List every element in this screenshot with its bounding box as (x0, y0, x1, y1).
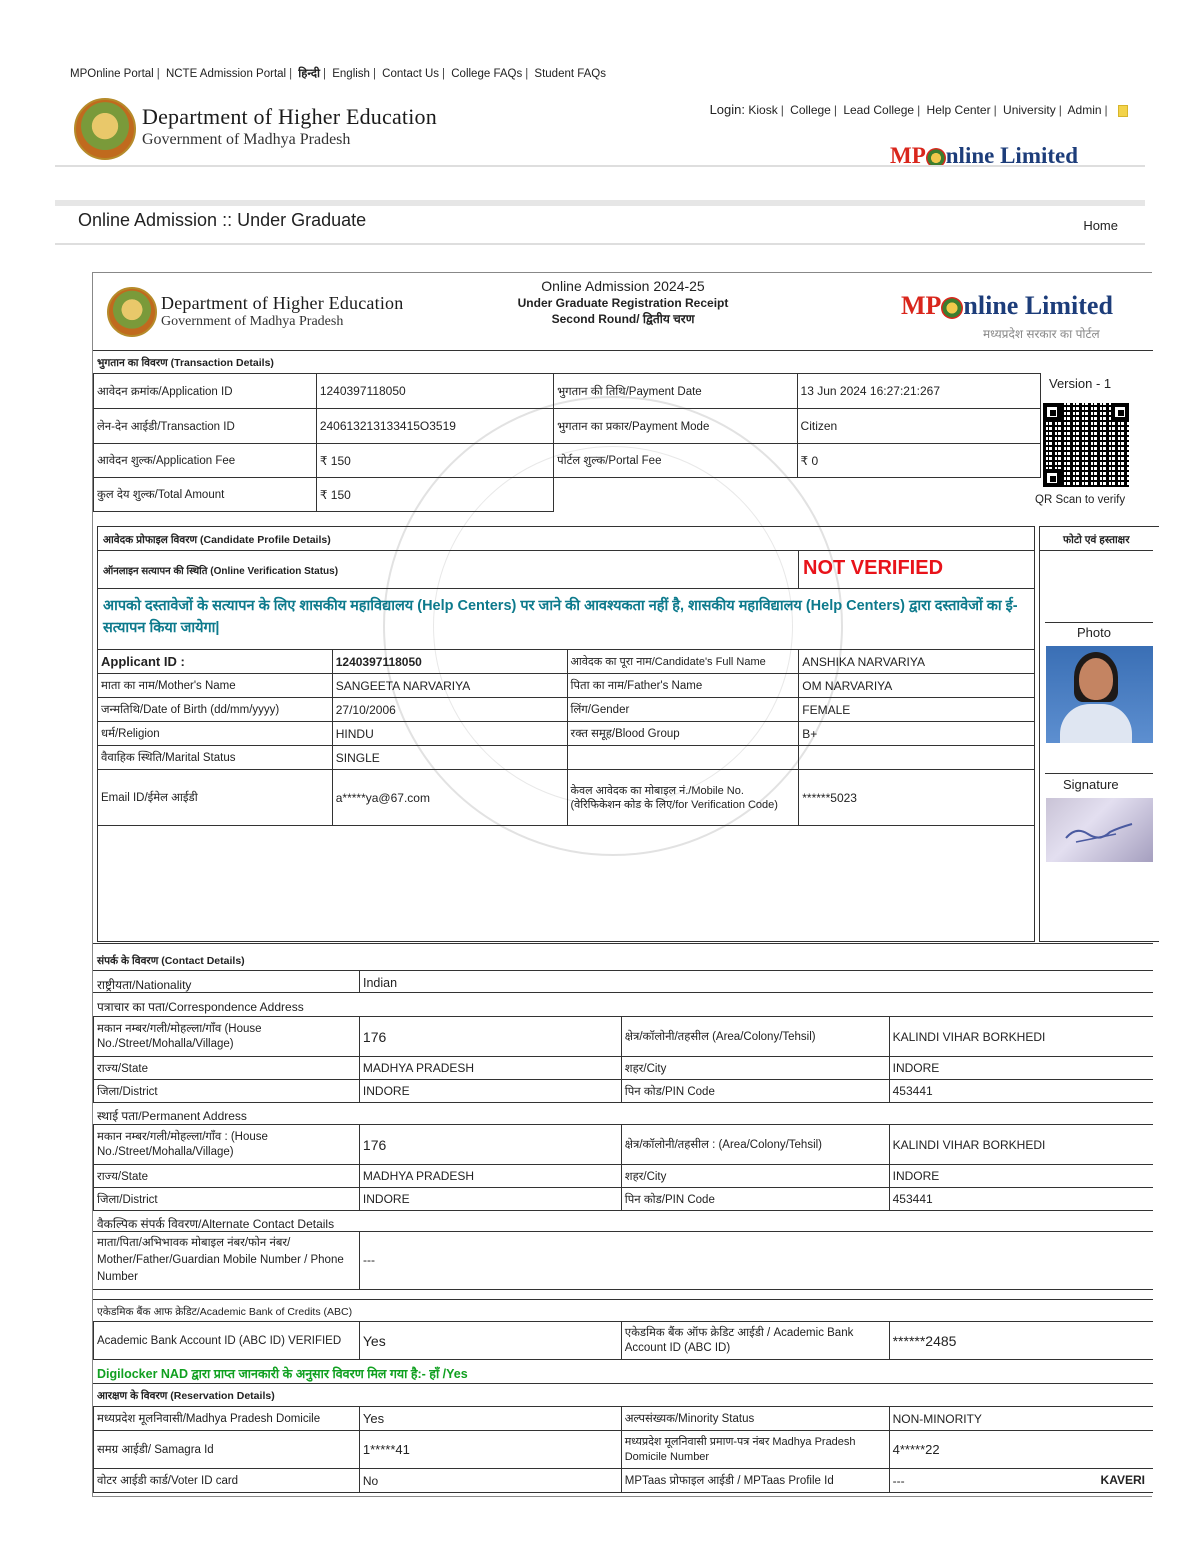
mponline-logo: MP nline Limited (890, 143, 1078, 165)
login-label: Login: (709, 102, 745, 117)
receipt-subtitle: Under Graduate Registration Receipt (517, 296, 729, 310)
table-row (94, 1017, 1154, 1057)
alternate-header: वैकल्पिक संपर्क विवरण/Alternate Contact Details (97, 1217, 335, 1231)
signature-label: Signature (1063, 777, 1119, 792)
table-row (94, 1469, 1154, 1493)
table-row (94, 1057, 1154, 1080)
cell-mptaas-value: --- (892, 1473, 905, 1488)
transaction-table (93, 373, 1041, 512)
receipt-round: Second Round/ द्वितीय चरण (551, 312, 695, 326)
qr-caption: QR Scan to verify (1035, 494, 1126, 506)
table-row (98, 746, 1035, 770)
table-row (98, 650, 1035, 674)
home-link[interactable]: Home (1083, 218, 1118, 233)
cell-corr-area-label: क्षेत्र/कॉलोनी/तहसील (Area/Colony/Tehsil) (621, 1017, 889, 1057)
photo-signature-header: फोटो एवं हस्ताक्षर (1063, 534, 1130, 546)
cell-payment-mode: Citizen (797, 409, 1040, 444)
cell-mptaas (889, 1469, 1153, 1493)
mponline-gear-icon (926, 148, 946, 165)
nationality-value: Indian (363, 976, 398, 990)
cell-applicant-id-label: Applicant ID : (98, 650, 333, 674)
link-contact-us[interactable]: Contact Us (382, 68, 440, 80)
cell-perm-city-label: शहर/City (621, 1165, 889, 1188)
transaction-header: भुगतान का विवरण (Transaction Details) (97, 357, 274, 369)
profile-header: आवेदक प्रोफाइल विवरण (Candidate Profile Details) (103, 534, 331, 546)
abc-header: एकेडमिक बैंक आफ क्रेडिट/Academic Bank of Credits (ABC) (97, 1306, 353, 1318)
cell-abc-id: ******2485 (889, 1322, 1153, 1360)
permanent-header: स्थाई पता/Permanent Address (97, 1109, 247, 1123)
cell-transaction-id: 240613213133415O3519 (316, 409, 553, 444)
reservation-header: आरक्षण के विवरण (Reservation Details) (97, 1390, 275, 1402)
cell-corr-area: KALINDI VIHAR BORKHEDI (889, 1017, 1153, 1057)
link-student-faqs[interactable]: Student FAQs (534, 68, 607, 80)
cell-minority-label: अल्पसंख्यक/Minority Status (621, 1407, 889, 1431)
cell-mptaas-label: MPTaas प्रोफाइल आईडी / MPTaas Profile Id (621, 1469, 889, 1493)
cell-corr-city: INDORE (889, 1057, 1153, 1080)
permanent-table (93, 1124, 1153, 1211)
cell-mother-name: SANGEETA NARVARIYA (332, 674, 567, 698)
table-row (98, 722, 1035, 746)
cell-perm-city: INDORE (889, 1165, 1153, 1188)
cell-application-id-label: आवेदन क्रमांक/Application ID (94, 374, 317, 409)
cell-mother-name-label: माता का नाम/Mother's Name (98, 674, 333, 698)
cell-perm-pin-label: पिन कोड/PIN Code (621, 1188, 889, 1211)
photo-shirt (1060, 704, 1132, 743)
department-name: Department of Higher Education (142, 104, 437, 129)
table-row (94, 1322, 1154, 1360)
cell-corr-district-label: जिला/District (94, 1080, 360, 1103)
photo-face (1079, 658, 1113, 700)
cell-blood-group-label: रक्त समूह/Blood Group (567, 722, 799, 746)
cell-gender: FEMALE (799, 698, 1035, 722)
abc-table (93, 1321, 1153, 1360)
cell-mobile-label: केवल आवेदक का मोबाइल नं./Mobile No. (वेरिफिकेशन कोड के लिए/for Verification Code) (567, 770, 799, 826)
table-row (94, 1165, 1154, 1188)
verification-note: आपको दस्तावेजों के सत्यापन के लिए शासकीय महाविद्यालय (Help Centers) पर जाने की आवश्यकता नहीं है, शासकीय महाविद्यालय (Help Centers) द्वारा दस्तावेजों का ई-सत्यापन किया जायेगा| (103, 598, 1018, 636)
government-name: Government of Madhya Pradesh (142, 131, 351, 148)
cell-corr-house-label: मकान नम्बर/गली/मोहल्ला/गाँव (House No./Street/Mohalla/Village) (94, 1017, 360, 1057)
department-title (142, 104, 437, 150)
cell-gender-label: लिंग/Gender (567, 698, 799, 722)
cell-perm-house: 176 (359, 1125, 621, 1165)
brand-tagline: मध्यप्रदेश सरकार का पोर्टल (983, 327, 1100, 341)
language-toggle-icon[interactable] (1118, 105, 1128, 117)
cell-perm-district-label: जिला/District (94, 1188, 360, 1211)
cell-corr-city-label: शहर/City (621, 1057, 889, 1080)
cell-mobile: ******5023 (799, 770, 1035, 826)
nationality-label: राष्ट्रीयता/Nationality (97, 978, 192, 992)
cell-domicile-label: मध्यप्रदेश मूलनिवासी/Madhya Pradesh Domicile (94, 1407, 360, 1431)
cell-total-amount-label: कुल देय शुल्क/Total Amount (94, 478, 317, 512)
correspondence-table (93, 1016, 1153, 1103)
receipt-title: Online Admission 2024-25 (541, 278, 705, 294)
contact-header: संपर्क के विवरण (Contact Details) (97, 955, 245, 967)
verification-status-badge: NOT VERIFIED (803, 557, 944, 579)
cell-dob-label: जन्मतिथि/Date of Birth (dd/mm/yyyy) (98, 698, 333, 722)
table-row (94, 478, 1041, 512)
candidate-signature (1046, 798, 1153, 862)
alternate-contact-label: माता/पिता/अभिभावक मोबाइल नंबर/फोन नंबर/ Mother/Father/Guardian Mobile Number / Phone Number (97, 1237, 344, 1283)
profile-table (97, 649, 1035, 826)
cell-payment-date: 13 Jun 2024 16:27:21:267 (797, 374, 1040, 409)
table-row (94, 374, 1041, 409)
table-row (94, 444, 1041, 478)
cell-perm-district: INDORE (359, 1188, 621, 1211)
login-university[interactable]: University (1003, 103, 1056, 117)
verification-status-label: ऑनलाइन सत्यापन की स्थिति (Online Verification Status) (103, 566, 339, 577)
version-label: Version - 1 (1049, 376, 1112, 391)
section-top-divider (55, 200, 1145, 206)
cell-samagra-label: समग्र आईडी/ Samagra Id (94, 1431, 360, 1469)
cell-application-fee-label: आवेदन शुल्क/Application Fee (94, 444, 317, 478)
cell-corr-district: INDORE (359, 1080, 621, 1103)
cell-minority: NON-MINORITY (889, 1407, 1153, 1431)
cell-perm-area-label: क्षेत्र/कॉलोनी/तहसील : (Area/Colony/Tehsil) (621, 1125, 889, 1165)
cell-abc-verified-label: Academic Bank Account ID (ABC ID) VERIFIED (94, 1322, 360, 1360)
photo-label: Photo (1077, 625, 1111, 640)
cell-marital-status-label: वैवाहिक स्थिति/Marital Status (98, 746, 333, 770)
login-admin[interactable]: Admin (1067, 103, 1102, 117)
correspondence-header: पत्राचार का पता/Correspondence Address (97, 1000, 304, 1014)
verification-row-border (97, 588, 1035, 589)
cell-portal-fee-label: पोर्टल शुल्क/Portal Fee (554, 444, 797, 478)
qr-code-icon[interactable] (1043, 403, 1129, 487)
cell-voter-id-label: वोटर आईडी कार्ड/Voter ID card (94, 1469, 360, 1493)
cell-marital-status: SINGLE (332, 746, 567, 770)
cell-portal-fee: ₹ 0 (797, 444, 1040, 478)
cell-full-name: ANSHIKA NARVARIYA (799, 650, 1035, 674)
link-mponline-portal[interactable]: MPOnline Portal (70, 68, 154, 80)
link-english[interactable]: English (332, 68, 370, 80)
cell-domicile-number-label: मध्यप्रदेश मूलनिवासी प्रमाण-पत्र नंबर Madhya Pradesh Domicile Number (621, 1431, 889, 1469)
cell-voter-id: No (359, 1469, 621, 1493)
cell-applicant-id: 1240397118050 (332, 650, 567, 674)
cell-transaction-id-label: लेन-देन आईडी/Transaction ID (94, 409, 317, 444)
cell-email: a*****ya@67.com (332, 770, 567, 826)
cell-corr-house: 176 (359, 1017, 621, 1057)
cell-payment-mode-label: भुगतान का प्रकार/Payment Mode (554, 409, 797, 444)
table-row (94, 1080, 1154, 1103)
cell-corr-state: MADHYA PRADESH (359, 1057, 621, 1080)
receipt-gear-icon (941, 297, 963, 319)
mp-emblem-icon (74, 98, 136, 160)
cell-abc-id-label: एकेडमिक बैंक ऑफ क्रेडिट आईडी / Academic Bank Account ID (ABC ID) (621, 1322, 889, 1360)
cell-perm-state: MADHYA PRADESH (359, 1165, 621, 1188)
login-help-center[interactable]: Help Center (926, 103, 991, 117)
table-row (94, 1431, 1154, 1469)
alternate-contact-value: --- (363, 1253, 375, 1267)
cell-email-label: Email ID/ईमेल आईडी (98, 770, 333, 826)
cell-payment-date-label: भुगतान की तिथि/Payment Date (554, 374, 797, 409)
table-row (98, 674, 1035, 698)
cell-corr-state-label: राज्य/State (94, 1057, 360, 1080)
cell-religion-label: धर्म/Religion (98, 722, 333, 746)
footer-mark: KAVERI (1100, 1473, 1145, 1487)
cell-full-name-label: आवेदक का पूरा नाम/Candidate's Full Name (567, 650, 799, 674)
cell-abc-verified: Yes (359, 1322, 621, 1360)
login-lead-college[interactable]: Lead College (843, 103, 915, 117)
cell-corr-pin-label: पिन कोड/PIN Code (621, 1080, 889, 1103)
login-links: Login: Kiosk | College | Lead College | Help Center | University | Admin | (710, 102, 1128, 117)
cell-application-id: 1240397118050 (316, 374, 553, 409)
table-row (94, 1407, 1154, 1431)
cell-perm-state-label: राज्य/State (94, 1165, 360, 1188)
login-kiosk[interactable]: Kiosk (748, 103, 778, 117)
candidate-photo (1046, 646, 1153, 743)
digilocker-note: Digilocker NAD द्वारा प्राप्त जानकारी के अनुसार विवरण मिल गया है:- हाँ /Yes (97, 1367, 468, 1381)
login-college[interactable]: College (790, 103, 831, 117)
cell-corr-pin: 453441 (889, 1080, 1153, 1103)
receipt-department-title: Department of Higher Education Government of Madhya Pradesh (161, 293, 404, 329)
table-row (94, 1188, 1154, 1211)
cell-religion: HINDU (332, 722, 567, 746)
cell-blood-group: B+ (799, 722, 1035, 746)
cell-samagra: 1*****41 (359, 1431, 621, 1469)
link-ncte-admission-portal[interactable]: NCTE Admission Portal (165, 68, 287, 80)
cell-application-fee: ₹ 150 (316, 444, 553, 478)
cell-father-name-label: पिता का नाम/Father's Name (567, 674, 799, 698)
verification-divider (798, 550, 799, 588)
cell-perm-pin: 453441 (889, 1188, 1153, 1211)
cell-perm-area: KALINDI VIHAR BORKHEDI (889, 1125, 1153, 1165)
profile-header-line (97, 550, 1035, 551)
receipt-header-divider (93, 350, 1153, 351)
signature-scribble-icon (1046, 798, 1153, 862)
cell-perm-house-label: मकान नम्बर/गली/मोहल्ला/गाँव : (House No./Street/Mohalla/Village) (94, 1125, 360, 1165)
cell-domicile: Yes (359, 1407, 621, 1431)
cell-father-name: OM NARVARIYA (799, 674, 1035, 698)
receipt-mponline-logo: MP nline Limited (901, 291, 1113, 320)
link-hindi[interactable]: हिन्दी (298, 68, 321, 80)
registration-receipt (92, 272, 1152, 1497)
table-row (94, 1125, 1154, 1165)
section-bottom-divider (55, 243, 1145, 245)
table-row (98, 698, 1035, 722)
link-college-faqs[interactable]: College FAQs (451, 68, 523, 80)
cell-total-amount: ₹ 150 (316, 478, 553, 512)
reservation-table (93, 1406, 1153, 1493)
page-title: Online Admission :: Under Graduate (78, 210, 367, 230)
table-row (94, 409, 1041, 444)
header-divider (55, 165, 1145, 167)
top-links-bar: MPOnline Portal | NCTE Admission Portal | हिन्दी | English | Contact Us | College FAQs | Student FAQs (70, 68, 607, 80)
cell-domicile-number: 4*****22 (889, 1431, 1153, 1469)
cell-dob: 27/10/2006 (332, 698, 567, 722)
table-row (98, 770, 1035, 826)
